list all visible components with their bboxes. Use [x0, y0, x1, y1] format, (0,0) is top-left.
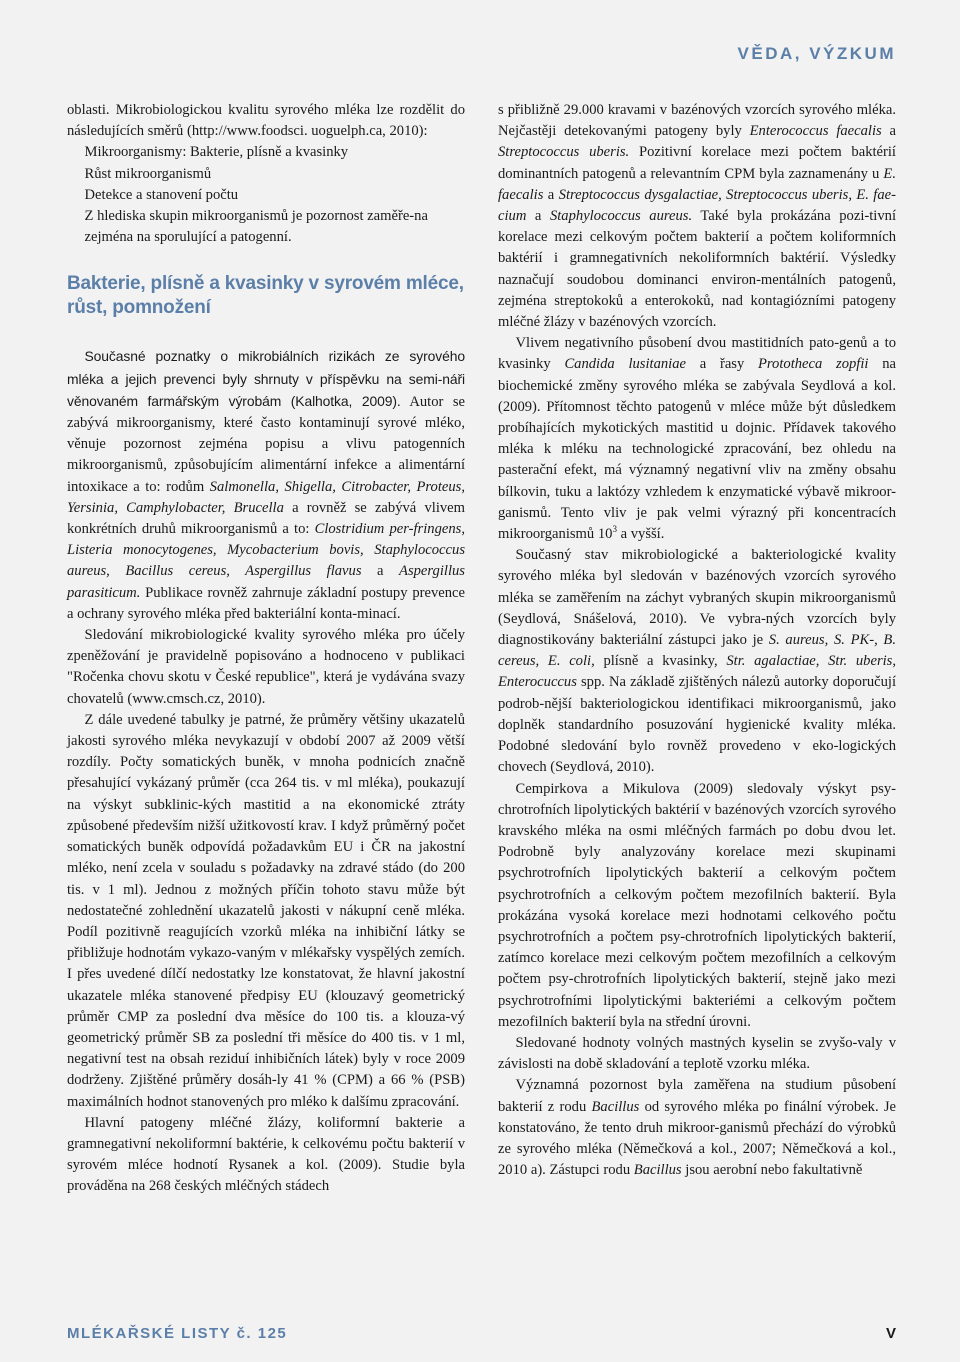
body-paragraph: Cempirkova a Mikulova (2009) sledovaly výskyt psy-chrotrofních lipolytických baktérií v bazénových vzorcích syrového kravského mléka na osmi mléčných farmách po dobu dvou let. Podrobně byly analyzovány korelace mezi skupinami psychrotrofních lipolytických bakterií a celkovým počtem psychrotrofních a celkovým počtem mezofilních bakterií. Byla prokázána vysoká korelace mezi hodnotami celkového počtu psychrotrofních a počtem psy-chrotrofních lipolytických bakterií, zatímco korelace mezi celkovým počtem mezofilních a celkovým počtem psy-chrotrofních lipolytických bakterií, stejně jako mezi psychrotrofními lipolytickými bakteriémi a celkovým počtem mezofilních bakterií byla na střední úrovni.	[498, 780, 896, 1030]
italic-run: Candida lusitaniae	[564, 356, 687, 373]
body-paragraph: Sledování mikrobiologické kvality syrového mléka pro účely zpeněžování je pravidelně popisováno a hodnoceno v publikaci "Ročenka chovu skotu v České republice", která je vydávána svazy chovatelů (www.cmsch.cz, 2010).	[67, 627, 465, 707]
italic-run: Streptococcus uberis.	[498, 144, 630, 161]
italic-run: Aspergillus parasiticum.	[67, 563, 465, 601]
text-run: a	[526, 208, 550, 225]
page-footer	[67, 1325, 896, 1342]
italic-run: Clostridium per-fringens, Listeria monocytogenes, Mycobacterium bovis, Staphylococcus aureus, Bacillus cereus, Aspergillus flavus	[67, 521, 465, 580]
italic-run: Str. agalactiae, Str. uberis, Enterocuccus	[498, 653, 897, 691]
body-paragraph: Z dále uvedené tabulky je patrné, že průměry většiny ukazatelů jakosti syrového mléka nevykazují v období 2007 až 2009 větší rozdíly. Počty somatických buněk, v mnoha podnicích značně přesahující vykázaný průměr (cca 264 tis. v ml mléka), poukazují na výskyt subklinic-kých mastitid a na ekonomické ztráty způsobené především nižší užitkovostí krav. I když průměrný počet somatických buněk odpovídá požadavkům EU i ČR na jakostní mléko, není zcela v souladu s požadavky na zdravé stádo (do 200 tis. v 1 ml). Jednou z možných příčin tohoto stavu může být nedostatečné zohlednění ukazatelů jakosti v nákupní ceně mléka. Podíl pozitivně reagujících vzorků mléka na inhibiční látky se přibližuje hodnotám vykazo-vaným v mlékařsky vyspělých zemích. I přes uvedené dílčí nedostatky lze konstatovat, že hlavní jakostní ukazatele mléka stanovené předpisy EU (klouzavý geometrický průměr CMP za poslední dva měsíce do 100 tis. a klouza-vý geometrický průměr SB za poslední tři měsíce do 400 tis. v 1 ml, negativní test na obsah reziduí inhibičních látek) byly v roce 2009 dodrženy. Zjištěné průměry dosáh-ly 41 % (CPM) a 66 % (PSB) maximálních hodnot stanovených pro mléko k dalšímu zpracování.	[67, 711, 465, 1110]
italic-run: Streptococcus dysgalactiae, Streptococcus uberis, E. fae-cium	[498, 186, 896, 225]
body-paragraph	[498, 100, 896, 333]
text-run: a	[361, 563, 400, 580]
italic-run: Bacillus	[633, 1162, 682, 1179]
text-run: Pozitivní korelace mezi počtem baktérií dominantních patogenů a relevantním CPM byla zaznamenány u	[498, 144, 896, 182]
italic-run: Bacillus	[591, 1098, 640, 1115]
section-label: VĚDA, VÝZKUM	[737, 44, 896, 63]
body-paragraph: Hlavní patogeny mléčné žlázy, koliformní bakterie a gramnegativní nekoliformní baktérie, k celkovému počtu bakterií v syrovém mléce hodnotí Rysanek a kol. (2009). Studie byla prováděna na 268 českých mléčných stádech	[67, 1114, 465, 1195]
text-run: Významná pozornost byla zaměřena na studium působení bakterií z rodu	[498, 1077, 896, 1115]
left-column	[67, 100, 465, 1198]
sans-text: Současné poznatky o mikrobiálních rizikách ze syrového mléka a jejich prevenci byly shrnuty v příspěvku na semi-náři věnovaném farmářským výrobám (Kalhotka, 2009).	[67, 348, 465, 409]
italic-run: E. faecalis	[498, 165, 896, 203]
text-run: na biochemické změny syrového mléka se zabývala Seydlová a kol. (2009). Přítomnost těchto patogenů v mléce může být důsledkem probíhajících mykotických mastitid u dojnic. Přídavek takového mléka k mléku na technologické zpracování, bez ohledu na pasterační efekt, má významný negativní vliv na změny obsahu bílkovin, tuku a laktózy vzhledem k enzymatické výbavě mikroor-ganismů. Tento vliv je pak velmi výrazný při koncentracích mikroorganismů 10	[498, 356, 896, 543]
list-item: Růst mikroorganismů	[84, 165, 212, 182]
body-paragraph	[498, 1075, 896, 1181]
text-run: a vyšší.	[616, 526, 665, 543]
list-item: Mikroorganismy: Bakterie, plísně a kvasinky	[84, 144, 349, 161]
italic-run: Salmonella, Shigella, Citrobacter, Proteus, Yersinia, Camphylobacter, Brucella	[67, 478, 465, 516]
body-paragraph: Sledované hodnoty volných mastných kyselin se zvyšo-valy v závislosti na době skladování a teplotě vzorku mléka.	[498, 1034, 896, 1073]
text-run: Vlivem negativního působení dvou mastitidních pato-genů a to kvasinky	[498, 335, 896, 373]
text-run: s přibližně 29.000 kravami v bazénových vzorcích syrového mléka. Nejčastěji detekovanými patogeny byly	[498, 102, 896, 140]
text-run: Také byla prokázána pozi-tivní korelace mezi celkovým počtem bakterií a počtem koliformních baktérií i gramnegativních nekoliformních baktérií. Výsledky naznačují soudobou dominanci environ-mentálních patogenů, zejména streptokoků a enterokoků, nad kontagiózními patogeny mléčné žlázy v bazénových vzorcích.	[498, 208, 896, 331]
text-run: plísně a kvasinky,	[594, 653, 727, 670]
list-item: Z hlediska skupin mikroorganismů je pozornost zaměře-na zejména na sporulující a patogenní.	[84, 208, 428, 246]
italic-run: S. aureus, S. PK-, B. cereus, E. coli,	[498, 632, 896, 670]
text-run: Autor se zabývá mikroorganismy, které často kontaminují syrové mléko, věnuje pozornost zejména popisu a vlivu patogenních mikroorganismů, způsobujícím alimentární infekce a alimentární intoxikace a to: rodům	[67, 393, 465, 495]
body-paragraph	[498, 333, 896, 545]
text-run: a	[543, 186, 559, 203]
text-run: spp. Na základě zjištěných nálezů autorky doporučují podrob-nější bakteriologickou identifikaci mikroorganismů, jako doplněk standardního posuzování hygienické kvality mléka. Podobné sledování bylo rovněž provedeno v eko-logických chovech (Seydlová, 2010).	[498, 674, 896, 776]
journal-name: MLÉKAŘSKÉ LISTY č. 125	[67, 1325, 288, 1342]
body-paragraph	[67, 346, 465, 625]
text-run: a řasy	[686, 356, 758, 373]
text-run: a rovněž se zabývá vlivem konkrétních druhů mikroorganismů a to:	[67, 499, 465, 538]
right-column	[498, 100, 896, 1181]
text-run: a	[881, 123, 896, 140]
italic-run: Prototheca zopfii	[758, 356, 869, 373]
body-paragraph	[498, 545, 896, 778]
text-run: Současný stav mikrobiologické a bakteriologické kvality syrového mléka byl sledován v bazénových vzorcích syrového mléka se zaměřením na záchyt vybraných skupin mikroorganismů (Seydlová, Snášelová, 2010). Ve vybra-ných vzorcích byly diagnostikovány bakteriální zástupci jako je	[498, 547, 896, 649]
italic-run: Staphylococcus aureus.	[549, 208, 693, 225]
section-heading: Bakterie, plísně a kvasinky v syrovém mléce, růst, pomnožení	[67, 273, 464, 319]
superscript: 3	[612, 524, 617, 535]
text-run: od syrového mléka po finální výrobek. Je konstatováno, že tento druh mikroor-ganismů přechází do výrobků ze syrového mléka (Němečková a kol., 2007; Němečková a kol., 2010 a). Zástupci rodu	[498, 1098, 897, 1179]
list-item: Detekce a stanovení počtu	[84, 186, 239, 203]
text-run: Publikace rovněž zahrnuje základní postupy prevence a ochrany syrového mléka před bakteriální konta-minací.	[67, 584, 465, 622]
page-number: V	[885, 1325, 896, 1342]
text-run: jsou aerobní nebo fakultativně	[681, 1162, 863, 1179]
intro-paragraph: oblasti. Mikrobiologickou kvalitu syrového mléka lze rozdělit do následujících směrů (http://www.foodsci. uoguelph.ca, 2010):	[67, 102, 465, 140]
italic-run: Enterococcus faecalis	[749, 123, 882, 140]
